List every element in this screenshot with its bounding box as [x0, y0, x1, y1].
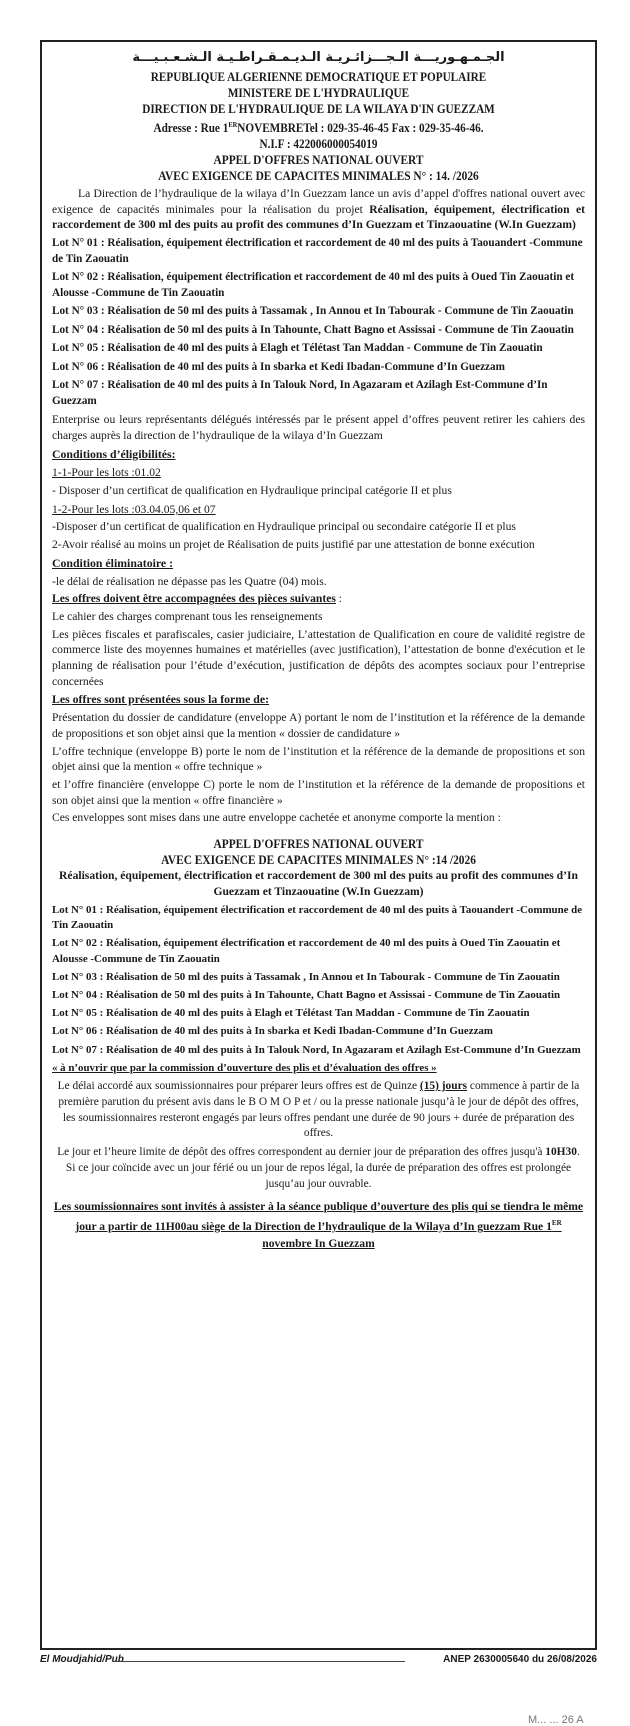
envelope-lot-item: Lot N° 03 : Réalisation de 50 ml des puits à Tassamak , In Annou et In Tabourak - Commune de Tin Zaouatin — [52, 970, 560, 983]
lot-item: Lot N° 02 : Réalisation, équipement électrification et raccordement de 40 ml des puits à Oued Tin Zaouatin et Alousse -Commune de Tin Zaouatin — [52, 271, 575, 299]
envelope-title: APPEL D'OFFRES NATIONAL OUVERT — [213, 837, 424, 852]
eligibility-lots-a: 1-1-Pour les lots :01.02 — [52, 466, 161, 480]
arabic-republic-header: الجـمـهـوريـــة الـجـــزائـريـة الـديـمـقـراطـيـة الـشـعـبـيـــة — [132, 50, 505, 65]
lot-item: Lot N° 01 : Réalisation, équipement électrification et raccordement de 40 ml des puits à Taouandert -Commune de Tin Zaouatin — [52, 237, 583, 265]
retrieve-paragraph: Enterprise ou leurs représentants délégués intéressés par le présent appel d’offres peuvent retirer les cahiers des charges auprès la direction de l’hydraulique de la wilaya d’In Guezzam — [52, 413, 585, 442]
tender-notice — [40, 40, 597, 1650]
lot-item: Lot N° 03 : Réalisation de 50 ml des puits à Tassamak , In Annou et In Tabourak - Commune de Tin Zaouatin — [52, 305, 574, 318]
envelope-project: Réalisation, équipement, électrification et raccordement de 300 ml des puits au profit des communes d’In Guezzam et Tinzaouatine (W.In Guezzam) — [59, 869, 578, 899]
envelope-subtitle: AVEC EXIGENCE DE CAPACITES MINIMALES N° :14 /2026 — [161, 853, 476, 868]
documents-text-2: Les pièces fiscales et parafiscales, casier judiciaire, L’attestation de Qualification en coure de validité registre de commerce liste des moyennes humaines et matérielles (avec justification), l’attestation de bonne d'exécution et le planning de réalisation pour l’étude d’exécution, justification de dépôts des acomptes sociaux pour l’entreprise concernées — [52, 627, 585, 688]
envelope-lot-item: Lot N° 01 : Réalisation, équipement électrification et raccordement de 40 ml des puits à Taouandert -Commune de Tin Zaouatin — [52, 904, 583, 932]
lot-item: Lot N° 06 : Réalisation de 40 ml des puits à In sbarka et Kedi Ibadan-Commune d’In Guezzam — [52, 360, 505, 373]
eligibility-text-b: -Disposer d’un certificat de qualification en Hydraulique principal ou secondaire catégorie II et plus — [52, 520, 516, 534]
publisher-label: El Moudjahid/Pub — [40, 1654, 124, 1665]
elimination-text: -le délai de réalisation ne dépasse pas les Quatre (04) mois. — [52, 574, 327, 588]
intro-paragraph: La Direction de l’hydraulique de la wilaya d’In Guezzam lance un avis d’appel d'offres national ouvert avec exigence de capacités minimales pour la réalisation du projet Réalisation, équipement, électrification et raccordement de 300 ml des puits au profit des communes d’In Guezzam et Tinzaouatine (W.In Guezzam) — [52, 187, 585, 232]
eligibility-title: Conditions d’éligibilités: — [52, 446, 176, 461]
envelope-lot-item: Lot N° 05 : Réalisation de 40 ml des puits à Elagh et Télétast Tan Maddan - Commune de Tin Zaouatin — [52, 1007, 530, 1020]
envelope-lot-item: Lot N° 06 : Réalisation de 40 ml des puits à In sbarka et Kedi Ibadan-Commune d’In Guezzam — [52, 1025, 493, 1038]
notice-subtitle: AVEC EXIGENCE DE CAPACITES MINIMALES N° : 14. /2026 — [158, 169, 479, 184]
ministry-header: MINISTERE DE L'HYDRAULIQUE — [227, 86, 410, 100]
do-not-open-mention: « à n’ouvrir que par la commission d’ouverture des plis et d’évaluation des offres » — [52, 1061, 437, 1074]
eligibility-lots-b: 1-2-Pour les lots :03.04.05,06 et 07 — [52, 502, 216, 516]
opening-session-paragraph: Les soumissionnaires sont invités à assister à la séance publique d’ouverture des plis qui se tiendra le même jour a partir de 11H00au siège de la Direction de l’hydraulique de la Wilaya d’In guezzam Rue 1ER novembre In Guezzam — [53, 1199, 584, 1250]
form-title: Les offres sont présentées sous la forme de: — [52, 692, 270, 707]
form-envelope-b: L’offre technique (enveloppe B) porte le nom de l’institution et la référence de la demande de propositions et son objet ainsi que la mention « offre technique » — [52, 744, 585, 774]
page-corner-text: M... ... 26 A — [528, 1714, 584, 1726]
documents-title: Les offres doivent être accompagnées des pièces suivantes : — [52, 592, 343, 606]
form-envelope-c: et l’offre financière (enveloppe C) porte le nom de l’institution et la référence de la demande de propositions et son objet ainsi que la mention « offre financière » — [52, 777, 585, 807]
notice-title: APPEL D'OFFRES NATIONAL OUVERT — [213, 153, 424, 168]
anep-reference: ANEP 2630005640 du 26/08/2026 — [443, 1654, 597, 1665]
eligibility-text-a: - Disposer d’un certificat de qualification en Hydraulique principal catégorie II et plus — [52, 483, 452, 497]
envelope-lot-item: Lot N° 04 : Réalisation de 50 ml des puits à In Tahounte, Chatt Bagno et Assissai - Commune de Tin Zaouatin — [52, 989, 561, 1002]
documents-text-1: Le cahier des charges comprenant tous les renseignements — [52, 609, 323, 623]
publication-footer — [40, 1654, 597, 1668]
envelope-lot-item: Lot N° 02 : Réalisation, équipement électrification et raccordement de 40 ml des puits à Oued Tin Zaouatin et Alousse -Commune de Tin Zaouatin — [52, 937, 561, 965]
footer-divider — [114, 1661, 405, 1662]
nif-line: N.I.F : 422006000054019 — [259, 137, 378, 152]
form-envelope-outer: Ces enveloppes sont mises dans une autre enveloppe cachetée et anonyme comporte la mention : — [52, 811, 501, 825]
lot-item: Lot N° 07 : Réalisation de 40 ml des puits à In Talouk Nord, In Agazaram et Azilagh Est-Commune d’In Guezzam — [52, 379, 548, 407]
envelope-lot-item: Lot N° 07 : Réalisation de 40 ml des puits à In Talouk Nord, In Agazaram et Azilagh Est-Commune d’In Guezzam — [52, 1043, 581, 1056]
delay-paragraph: Le délai accordé aux soumissionnaires pour préparer leurs offres est de Quinze (15) jours commence à partir de la première parution du présent avis dans le B O M O P et / ou la presse nationale jusqu’à le jour de dépôt des offres, les soumissionnaires resteront engagés par leurs offres pendant une durée de 90 jours + durée de préparation des offres. — [57, 1080, 580, 1140]
address-line: Adresse : Rue 1ERNOVEMBRETel : 029-35-46-45 Fax : 029-35-46-46. — [153, 121, 484, 136]
form-envelope-a: Présentation du dossier de candidature (enveloppe A) portant le nom de l’institution et la référence de la demande de propositions et son objet ainsi que la mention « dossier de candidature » — [52, 711, 585, 740]
elimination-title: Condition éliminatoire : — [52, 555, 174, 570]
lot-item: Lot N° 04 : Réalisation de 50 ml des puits à In Tahounte, Chatt Bagno et Assissai - Commune de Tin Zaouatin — [52, 323, 574, 336]
eligibility-text-c: 2-Avoir réalisé au moins un projet de Réalisation de puits justifié par une attestation de bonne exécution — [52, 538, 535, 552]
direction-header: DIRECTION DE L'HYDRAULIQUE DE LA WILAYA D'IN GUEZZAM — [142, 102, 495, 116]
deadline-paragraph: Le jour et l’heure limite de dépôt des offres correspondent au dernier jour de préparation des offres jusqu'à 10H30. Si ce jour coïncide avec un jour férié ou un jour de repos légal, la durée de préparation des offres est prolongée jusqu’au jour ouvrable. — [57, 1146, 580, 1190]
republic-header: REPUBLIQUE ALGERIENNE DEMOCRATIQUE ET POPULAIRE — [150, 70, 487, 84]
lot-item: Lot N° 05 : Réalisation de 40 ml des puits à Elagh et Télétast Tan Maddan - Commune de Tin Zaouatin — [52, 342, 543, 355]
